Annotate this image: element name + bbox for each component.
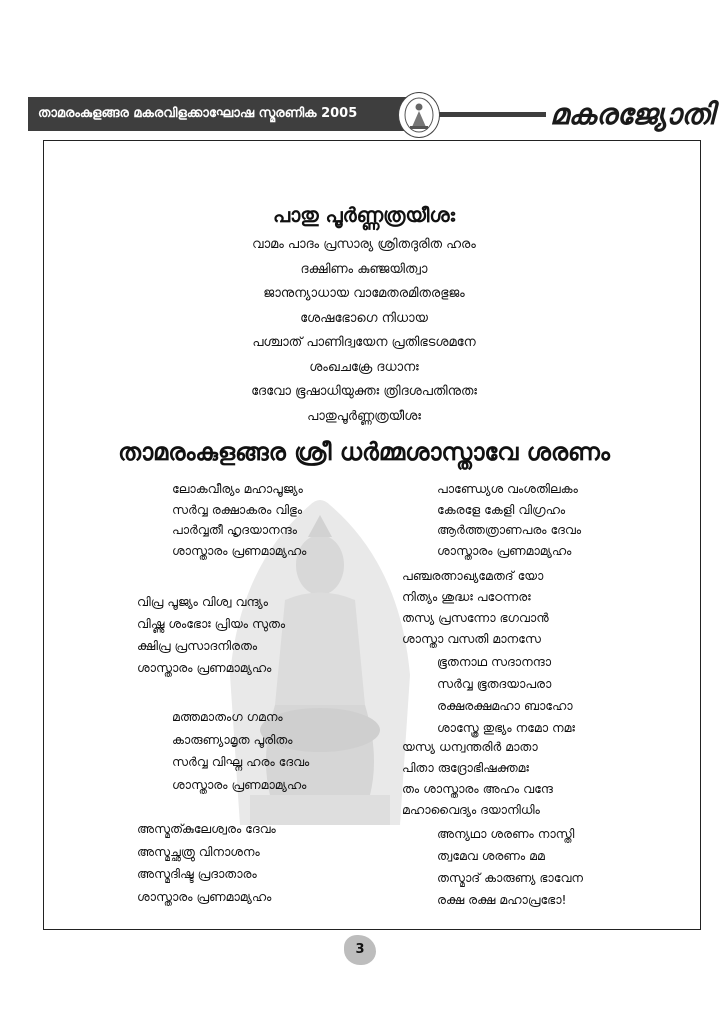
verse-line: പാർവ്വതീ ഹൃദയാനന്ദം xyxy=(172,522,297,537)
verse-line: പാതുപൂർണ്ണത്രയീശഃ xyxy=(307,408,421,424)
header-title: താമരംകുളങ്ങര മകരവിളക്കാഘോഷ സ്മരണിക 2005 xyxy=(38,106,358,121)
verse-line: ശാസ്താ വസതി മാനസേ xyxy=(402,631,541,646)
page-number: 3 xyxy=(344,935,376,965)
left-verse-3 xyxy=(172,706,309,796)
verse-line: ത്വമേവ ശരണം മമ xyxy=(437,848,545,863)
verse-line: ലോകവീര്യം മഹാപൂജ്യം xyxy=(172,481,303,496)
left-verse-2 xyxy=(137,591,285,679)
verse-line: രക്ഷരക്ഷമഹാ ബാഹോ xyxy=(437,698,573,713)
verse-line: മഹാവൈദ്യം ദയാനിധിം xyxy=(402,802,540,817)
right-verse-4 xyxy=(402,736,553,820)
verse-line: ആർത്തത്രാണപരം ദേവം xyxy=(437,522,582,537)
verse-line: പഞ്ചരത്നാഖ്യമേതദ് യോ xyxy=(402,568,544,583)
verse-line: ശാസ്താരം പ്രണമാമ്യഹം xyxy=(137,888,272,904)
left-verse-4 xyxy=(137,818,276,908)
verse-line: പശ്ചാത് പാണിദ്വയേന പ്രതിഭടശമനേ xyxy=(252,335,476,350)
poem-verse xyxy=(0,233,728,429)
verse-line: തം ശാസ്താരം അഹം വന്ദേ xyxy=(402,781,553,796)
verse-line: തസ്മാദ് കാരുണ്യ ഭാവേന xyxy=(437,870,584,885)
verse-line: ശാസ്ത്രേ തുഭ്യം നമോ നമഃ xyxy=(437,720,575,735)
verse-line: വിഷ്ണു ശംഭോഃ പ്രിയം സുതം xyxy=(137,616,286,631)
verse-line: ദേവോ ഭൂഷാധിയുക്തഃ ത്രിദശപതിനുതഃ xyxy=(251,384,477,399)
magazine-logo xyxy=(550,90,714,138)
verse-line: ക്ഷിപ്ര പ്രസാദനിരതം xyxy=(137,638,258,653)
verse-line: ശാസ്താരം പ്രണമാമ്യഹം xyxy=(437,542,572,558)
verse-line: പാണ്ഡ്യേശ വംശതിലകം xyxy=(437,481,578,496)
verse-line: ശംഖചക്രേ ദധാനഃ xyxy=(309,359,419,375)
right-verse-5 xyxy=(437,823,583,911)
verse-line: യസ്യ ധന്വന്തരിർ മാതാ xyxy=(402,739,538,754)
verse-line: കേരളേ കേളി വിഗ്രഹം xyxy=(437,501,566,517)
poem-title: പാതു പൂർണ്ണത്രയീശഃ xyxy=(272,203,456,227)
verse-line: ദക്ഷിണം കുഞ്ജയിത്വാ xyxy=(300,261,428,277)
verse-line: സർവ്വ വിഘ്ന ഹരം ദേവം xyxy=(172,754,310,769)
verse-line: ശാസ്താരം പ്രണമാമ്യഹം xyxy=(137,660,272,675)
right-verse-3 xyxy=(437,651,575,739)
left-verse-1 xyxy=(172,479,306,561)
verse-line: അസ്മച്ഛത്രു വിനാശനം xyxy=(137,843,260,859)
main-heading: താമരംകുളങ്ങര ശ്രീ ധർമ്മശാസ്താവേ ശരണം xyxy=(118,438,610,466)
verse-line: കാരുണ്യാമൃത പൂരിതം xyxy=(172,731,293,747)
verse-line: തസ്യ പ്രസന്നോ ഭഗവാൻ xyxy=(402,610,549,625)
verse-line: ശാസ്താരം പ്രണമാമ്യഹം xyxy=(172,542,307,558)
verse-line: മത്തമാതംഗ ഗമനം xyxy=(172,709,283,724)
verse-line: ഭൂതനാഥ സദാനന്ദാ xyxy=(437,654,552,669)
right-verse-2 xyxy=(402,565,549,649)
verse-line: അന്യഥാ ശരണം നാസ്തി xyxy=(437,826,575,841)
temple-seal-icon xyxy=(398,92,440,138)
header-divider xyxy=(438,112,546,117)
verse-line: ശാസ്താരം പ്രണമാമ്യഹം xyxy=(172,776,307,792)
verse-line: സർവ്വ രക്ഷാകരം വിഭും xyxy=(172,501,303,517)
verse-line: അസ്മദിഷ്ട പ്രദാതാരം xyxy=(137,866,257,881)
logo-text: മകരജ്യോതി xyxy=(550,97,714,131)
verse-line: പിതാ രുദ്രോഭിഷക്തമഃ xyxy=(402,760,529,775)
verse-line: വാമം പാദം പ്രസാര്യ ശ്രിതദുരിത ഹരം xyxy=(252,237,476,252)
verse-line: രക്ഷ രക്ഷ മഹാപ്രഭോ! xyxy=(437,892,567,907)
verse-line: ജാനുന്യാധായ വാമേതരമിതരഭുജം xyxy=(263,286,465,301)
verse-line: നിത്യം ശുദ്ധഃ പഠേന്നരഃ xyxy=(402,589,531,604)
right-verse-1 xyxy=(437,479,581,561)
header-bar xyxy=(28,97,432,131)
verse-line: ശേഷഭോഗെ നിധായ xyxy=(300,310,428,326)
verse-line: വിപ്ര പൂജ്യം വിശ്വ വന്ദ്യം xyxy=(137,594,268,609)
verse-line: അസ്മത്കുലേശ്വരം ദേവം xyxy=(137,821,276,836)
verse-line: സർവ്വ ഭൂതദയാപരാ xyxy=(437,676,552,691)
